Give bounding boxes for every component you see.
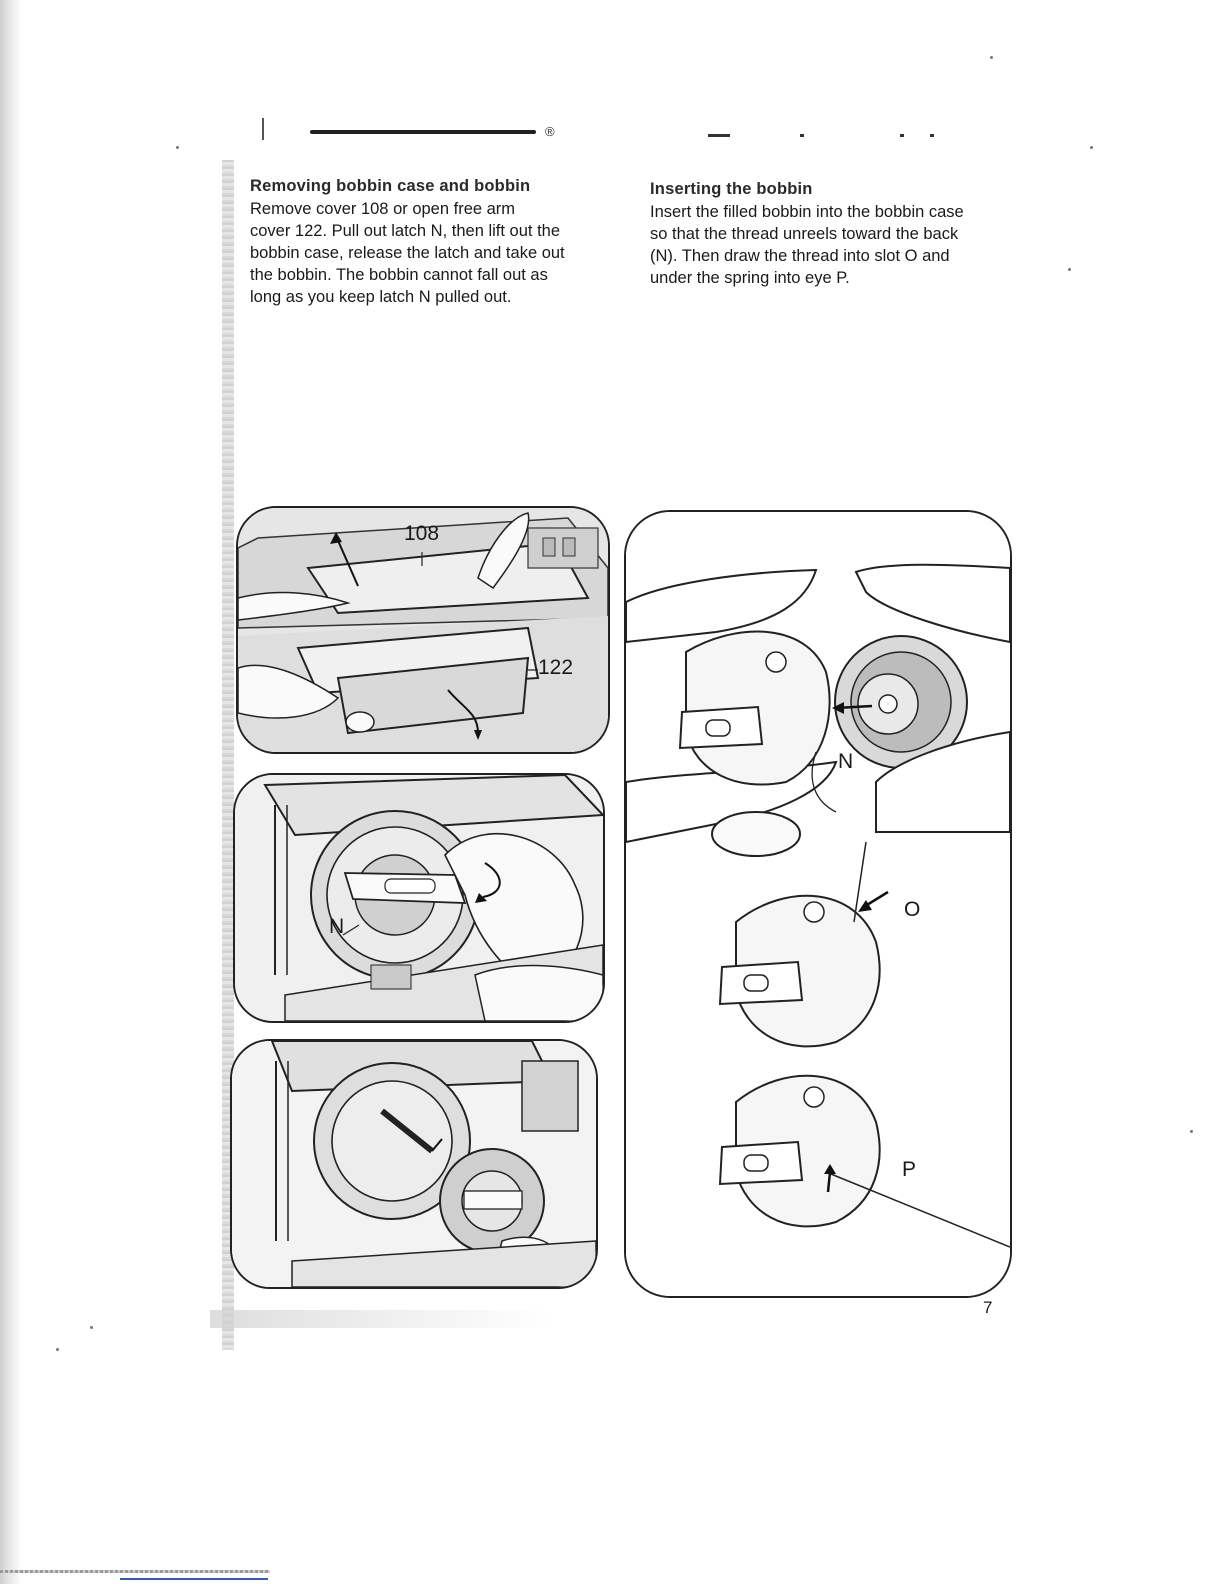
removing-section: [250, 175, 620, 308]
decor-dash: [708, 134, 730, 137]
inserting-title: Inserting the bobbin: [650, 180, 813, 198]
scan-speck: [1090, 146, 1093, 149]
latch-n-label: N: [329, 915, 345, 938]
crop-tick: [262, 118, 264, 140]
figure-remove-cover: [236, 506, 610, 754]
inserting-body: Insert the filled bobbin into the bobbin case so that the thread unreels toward the back (N). Then draw the thread into slot O and under the spring into eye P.: [650, 203, 964, 287]
scan-speck: [56, 1348, 59, 1351]
inserting-section: [650, 178, 1022, 289]
brand-rule: [310, 130, 536, 134]
removing-body: Remove cover 108 or open free arm cover 122. Pull out latch N, then lift out the bobbin case, release the latch and take out the bobbin. The bobbin cannot fall out as long as you keep latch N pulled out.: [250, 200, 565, 306]
scan-speck: [1190, 1130, 1193, 1133]
decor-dot: [800, 134, 804, 137]
figure-insert-bobbin: [624, 510, 1012, 1298]
figure-pull-latch: [233, 773, 605, 1023]
slot-o-label: O: [904, 898, 921, 921]
decor-dot: [930, 134, 934, 137]
scan-smear: [210, 1310, 550, 1328]
scan-edge-shadow: [0, 0, 22, 1584]
insert-bobbin-illustration: [626, 512, 1010, 1296]
scan-footer-line: [0, 1570, 270, 1573]
figure-lift-bobbin-case: [230, 1039, 598, 1289]
scan-speck: [90, 1326, 93, 1329]
scan-speck: [990, 56, 993, 59]
lift-case-illustration: [232, 1041, 596, 1287]
latch-illustration: [235, 775, 603, 1021]
page-number: 7: [983, 1298, 993, 1317]
scan-speck: [1068, 268, 1071, 271]
eye-p-label: P: [902, 1158, 917, 1181]
scan-speck: [176, 146, 179, 149]
back-n-label: N: [838, 750, 854, 773]
free-arm-122-label: 122: [538, 656, 574, 679]
decor-dot: [900, 134, 904, 137]
registered-mark: ®: [545, 124, 555, 139]
scan-footer-accent: [120, 1578, 268, 1580]
removing-title: Removing bobbin case and bobbin: [250, 177, 531, 195]
cover-108-label: 108: [404, 522, 440, 545]
